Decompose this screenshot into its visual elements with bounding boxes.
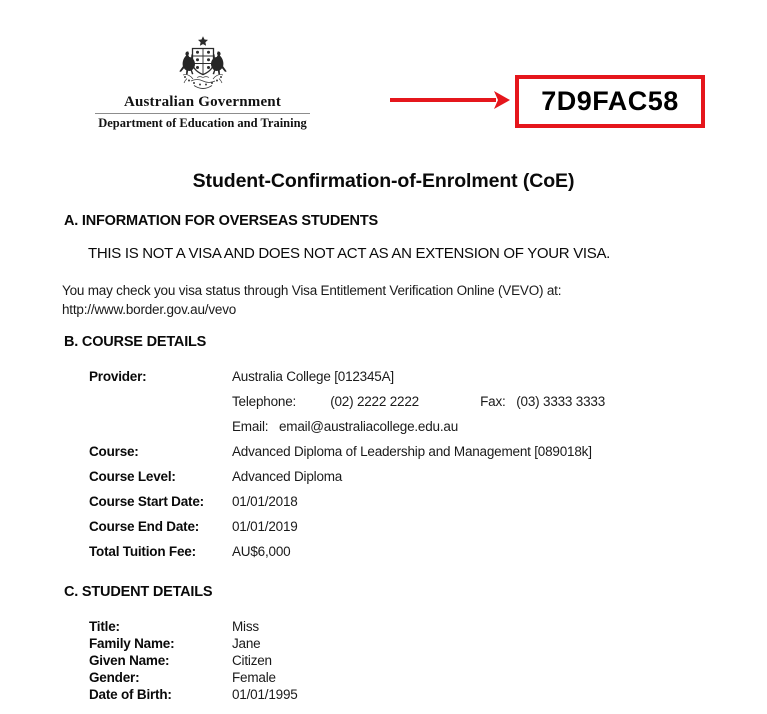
- australian-government-text: Australian Government: [123, 94, 282, 110]
- field-value: Australia College [012345A]: [232, 369, 394, 384]
- field-row-course: [89, 444, 605, 469]
- field-label: Course Level:: [89, 469, 176, 484]
- field-label: Family Name:: [89, 636, 175, 651]
- field-value: 01/01/1995: [232, 687, 298, 702]
- field-value: Advanced Diploma: [232, 469, 343, 484]
- coe-code-value: 7D9FAC58: [541, 86, 679, 116]
- field-label: Course Start Date:: [89, 494, 204, 509]
- fax-value: (03) 3333 3333: [516, 394, 606, 409]
- header-divider: [95, 113, 310, 114]
- field-row-provider: [89, 369, 605, 394]
- field-label: Total Tuition Fee:: [89, 544, 196, 559]
- field-label: Provider:: [89, 369, 147, 384]
- field-row-course-end-date: [89, 519, 605, 544]
- field-label: Given Name:: [89, 653, 170, 668]
- student-details-list: [89, 619, 298, 704]
- field-label: Title:: [89, 619, 120, 634]
- field-label: Course:: [89, 444, 139, 459]
- field-value: Advanced Diploma of Leadership and Management [089018k]: [232, 444, 592, 459]
- telephone-value: (02) 2222 2222: [330, 394, 419, 409]
- field-label: Course End Date:: [89, 519, 200, 534]
- field-label: Date of Birth:: [89, 687, 172, 702]
- field-row-family-name: [89, 636, 298, 653]
- field-label: Gender:: [89, 670, 140, 685]
- section-c-heading: C. STUDENT DETAILS: [64, 584, 213, 600]
- vevo-url: http://www.border.gov.au/vevo: [62, 302, 237, 317]
- course-details-list: [89, 369, 605, 569]
- department-text: Department of Education and Training: [98, 116, 307, 130]
- red-arrow-right-icon: [388, 86, 512, 114]
- australian-coat-of-arms-icon: [167, 34, 239, 92]
- section-b-heading: B. COURSE DETAILS: [64, 334, 207, 350]
- field-value: 01/01/2019: [232, 519, 298, 534]
- visa-notice-text: THIS IS NOT A VISA AND DOES NOT ACT AS AN EXTENSION OF YOUR VISA.: [88, 245, 611, 262]
- provider-phone-fax-line: [232, 394, 605, 419]
- coe-code-highlight-box: [515, 75, 705, 128]
- provider-email-line: [232, 419, 605, 444]
- telephone-label: Telephone:: [232, 394, 297, 409]
- field-value: Citizen: [232, 653, 272, 668]
- vevo-line-1: You may check you visa status through Visa Entitlement Verification Online (VEVO) at:: [62, 283, 562, 298]
- vevo-paragraph: [62, 281, 561, 319]
- page-title: Student-Confirmation-of-Enrolment (CoE): [192, 170, 575, 192]
- fax-label: Fax:: [480, 394, 506, 409]
- field-row-course-start-date: [89, 494, 605, 519]
- field-value: Female: [232, 670, 276, 685]
- email-label: Email:: [232, 419, 269, 434]
- australian-government-branding: [95, 34, 310, 131]
- field-value: Miss: [232, 619, 259, 634]
- field-row-title: [89, 619, 298, 636]
- document-header: [0, 0, 767, 150]
- field-row-given-name: [89, 653, 298, 670]
- field-value: 01/01/2018: [232, 494, 298, 509]
- field-row-total-tuition-fee: [89, 544, 605, 569]
- field-value: Jane: [232, 636, 261, 651]
- field-row-date-of-birth: [89, 687, 298, 704]
- section-a-heading: A. INFORMATION FOR OVERSEAS STUDENTS: [64, 213, 378, 229]
- field-value: AU$6,000: [232, 544, 291, 559]
- email-value: email@australiacollege.edu.au: [279, 419, 459, 434]
- field-row-gender: [89, 670, 298, 687]
- field-row-course-level: [89, 469, 605, 494]
